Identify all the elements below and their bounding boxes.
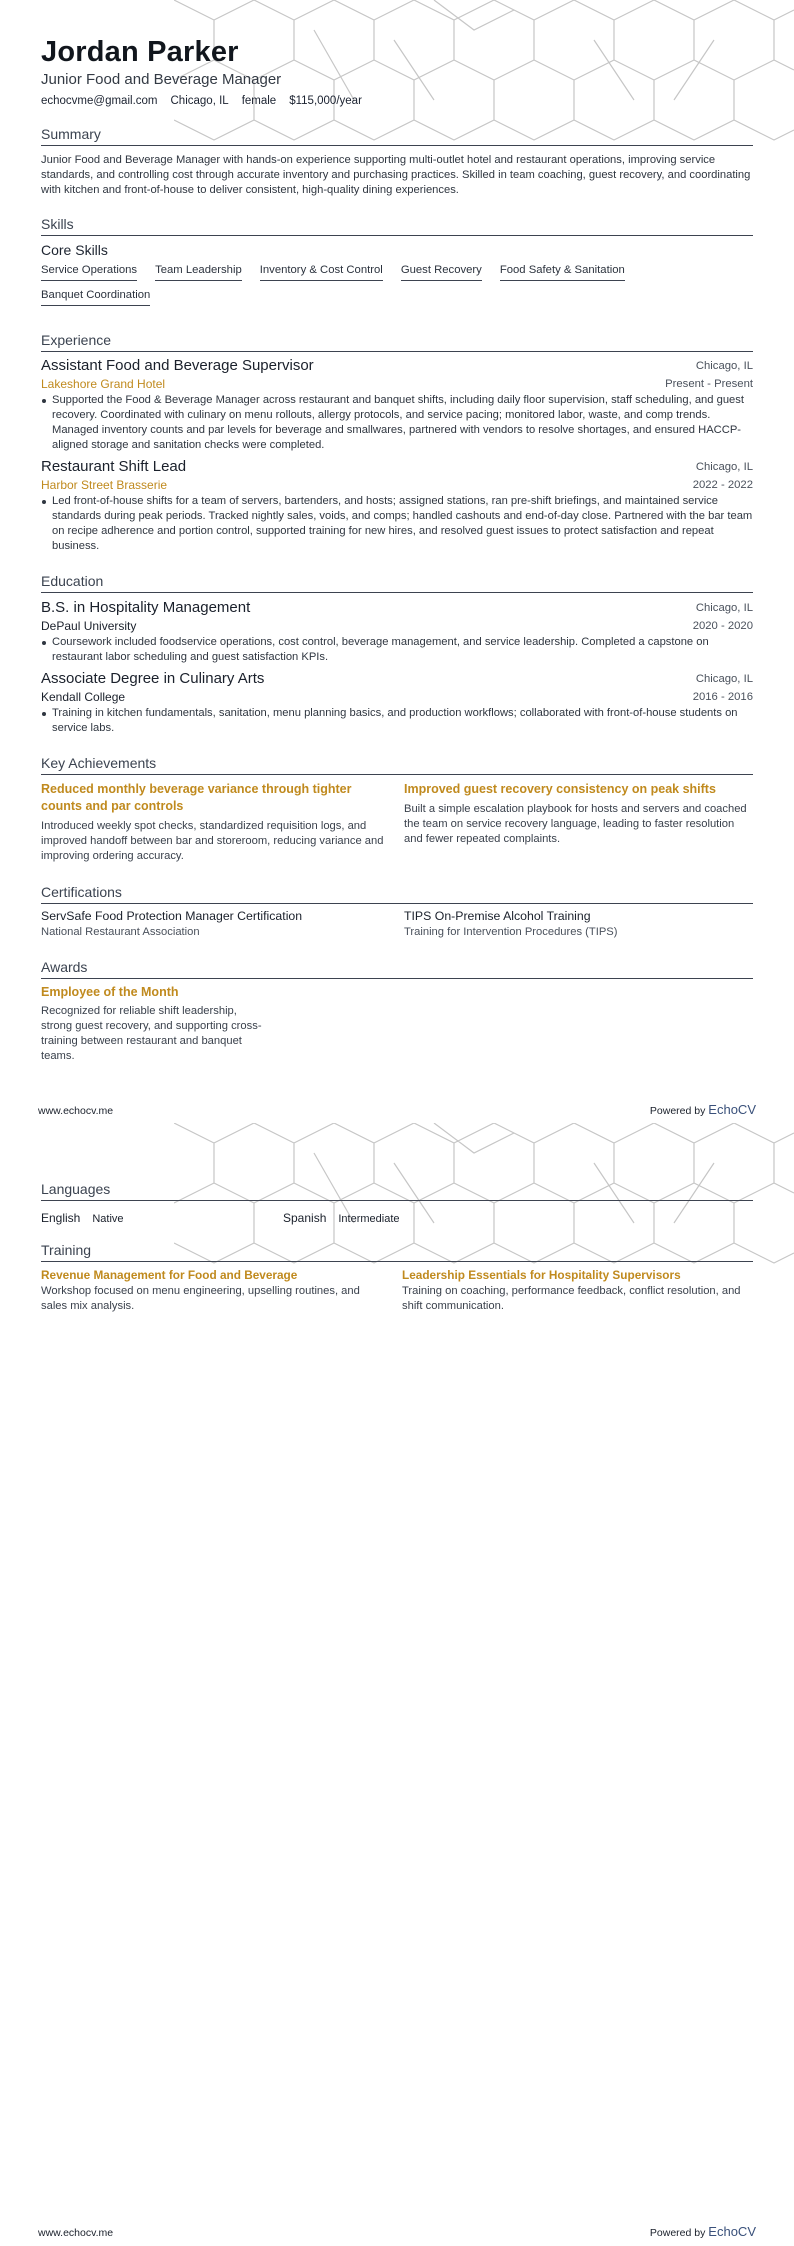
achievement-description: Introduced weekly spot checks, standardized requisition logs, and improved handoff between bar and storeroom, reducing variance and improving ordering accuracy. bbox=[41, 820, 384, 862]
award-description: Recognized for reliable shift leadership, strong guest recovery, and supporting cross-training between restaurant and banquet teams. bbox=[41, 1005, 262, 1062]
experience-bullets bbox=[41, 393, 753, 453]
contact-salary: $115,000/year bbox=[289, 95, 362, 107]
certification-name: ServSafe Food Protection Manager Certification bbox=[41, 909, 303, 923]
training-description: Training on coaching, performance feedback, conflict resolution, and shift communication. bbox=[402, 1285, 741, 1312]
certification-issuer: Training for Intervention Procedures (TIPS) bbox=[404, 926, 618, 938]
training-title: Leadership Essentials for Hospitality Supervisors bbox=[402, 1268, 681, 1282]
certification-issuer: National Restaurant Association bbox=[41, 926, 200, 938]
skill-tag: Food Safety & Sanitation bbox=[500, 264, 625, 281]
education-degree: Associate Degree in Culinary Arts bbox=[41, 670, 265, 687]
awards-heading: Awards bbox=[41, 959, 753, 979]
contact-email[interactable]: echocvme@gmail.com bbox=[41, 95, 158, 107]
experience-bullet: Supported the Food & Beverage Manager across restaurant and banquet shifts, including daily floor supervision, staff scheduling, and guest recovery. Coordinated with culinary on menu rollouts, allergy protocols, and service pacing; monitored labor, waste, and comp trends. Managed inventory counts and par levels for beverage and smallwares, partnered with vendors to resolve shortages, and ensured HACCP-aligned storage and sanitation checks were completed. bbox=[52, 393, 753, 453]
candidate-title: Junior Food and Beverage Manager bbox=[41, 71, 282, 88]
language-level: Native bbox=[92, 1213, 124, 1225]
training-heading: Training bbox=[41, 1242, 753, 1262]
education-school: DePaul University bbox=[41, 619, 137, 633]
experience-location: Chicago, IL bbox=[695, 360, 753, 372]
certification-name: TIPS On-Premise Alcohol Training bbox=[404, 909, 591, 923]
award-title: Employee of the Month bbox=[41, 985, 179, 999]
powered-by-label: Powered by bbox=[649, 1105, 706, 1117]
skill-tag: Service Operations bbox=[41, 264, 137, 281]
contact-gender: female bbox=[241, 95, 277, 107]
education-dates: 2016 - 2016 bbox=[692, 691, 753, 703]
certification-item bbox=[41, 909, 386, 938]
experience-bullets bbox=[41, 494, 753, 554]
powered-by-label: Powered by bbox=[649, 2227, 706, 2239]
experience-dates: 2022 - 2022 bbox=[692, 479, 753, 491]
experience-heading: Experience bbox=[41, 332, 753, 352]
skill-tag: Guest Recovery bbox=[401, 264, 482, 281]
training-item bbox=[402, 1268, 747, 1314]
education-school: Kendall College bbox=[41, 690, 126, 704]
skill-tag: Banquet Coordination bbox=[41, 289, 150, 306]
experience-bullet: Led front-of-house shifts for a team of servers, bartenders, and hosts; assigned stations, ran pre-shift briefings, and maintained service standards during peak periods. Tracked nightly sales, voids, and comps; handled cashouts and end-of-day close. Partnered with the bar team on recipe adherence and portion control, supported training for new hires, and resolved guest issues to protect satisfaction and repeat business. bbox=[52, 495, 753, 552]
resume-page-2 bbox=[0, 1123, 794, 2246]
certification-item bbox=[404, 909, 749, 938]
education-heading: Education bbox=[41, 573, 753, 593]
training-title: Revenue Management for Food and Beverage bbox=[41, 1268, 298, 1282]
experience-company: Lakeshore Grand Hotel bbox=[41, 377, 166, 391]
education-location: Chicago, IL bbox=[695, 602, 753, 614]
experience-title: Restaurant Shift Lead bbox=[41, 458, 187, 475]
brand-logo-text[interactable]: EchoCV bbox=[708, 1102, 756, 1117]
experience-dates: Present - Present bbox=[665, 378, 753, 390]
footer-powered-by bbox=[650, 1102, 756, 1117]
language-item bbox=[283, 1211, 400, 1225]
brand-logo-text[interactable]: EchoCV bbox=[708, 2224, 756, 2239]
achievement-title: Reduced monthly beverage variance through tighter counts and par controls bbox=[41, 782, 352, 813]
skills-list bbox=[41, 264, 681, 306]
summary-text: Junior Food and Beverage Manager with hands-on experience supporting multi-outlet hotel and restaurant operations, improving service standards, and controlling cost through accurate inventory and purchasing practices. Skilled in team coaching, guest recovery, and coordinating with kitchen and front-of-house to deliver consistent, high-quality dining experiences. bbox=[41, 154, 751, 196]
achievement-title: Improved guest recovery consistency on peak shifts bbox=[404, 782, 716, 796]
achievement-item bbox=[404, 781, 749, 847]
contact-location: Chicago, IL bbox=[170, 95, 229, 107]
skill-tag: Inventory & Cost Control bbox=[260, 264, 383, 281]
language-name: Spanish bbox=[283, 1211, 327, 1225]
achievements-heading: Key Achievements bbox=[41, 755, 753, 775]
footer-site-link[interactable]: www.echocv.me bbox=[38, 1105, 114, 1117]
achievement-description: Built a simple escalation playbook for hosts and servers and coached the team on service recovery language, leading to faster resolution and fewer repeated complaints. bbox=[404, 803, 747, 845]
candidate-name: Jordan Parker bbox=[41, 36, 239, 68]
skill-tag: Team Leadership bbox=[155, 264, 242, 281]
certifications-heading: Certifications bbox=[41, 884, 753, 904]
skills-heading: Skills bbox=[41, 216, 753, 236]
language-level: Intermediate bbox=[338, 1213, 400, 1225]
education-dates: 2020 - 2020 bbox=[692, 620, 753, 632]
language-item bbox=[41, 1211, 124, 1225]
education-location: Chicago, IL bbox=[695, 673, 753, 685]
experience-title: Assistant Food and Beverage Supervisor bbox=[41, 357, 314, 374]
language-name: English bbox=[41, 1211, 81, 1225]
experience-company: Harbor Street Brasserie bbox=[41, 478, 168, 492]
education-bullets bbox=[41, 635, 753, 665]
footer-site-link[interactable]: www.echocv.me bbox=[38, 2227, 114, 2239]
experience-location: Chicago, IL bbox=[695, 461, 753, 473]
education-bullet: Coursework included foodservice operations, cost control, beverage management, and service leadership. Completed a capstone on restaurant labor scheduling and guest satisfaction KPIs. bbox=[52, 635, 753, 665]
contact-line bbox=[41, 95, 362, 107]
core-skills-label: Core Skills bbox=[41, 242, 108, 258]
education-bullet: Training in kitchen fundamentals, sanitation, menu planning basics, and production workflows; collaborated with front-of-house students on service labs. bbox=[52, 706, 753, 736]
education-degree: B.S. in Hospitality Management bbox=[41, 599, 251, 616]
training-item bbox=[41, 1268, 386, 1314]
footer-powered-by bbox=[650, 2224, 756, 2239]
education-bullets bbox=[41, 706, 753, 736]
award-item bbox=[41, 985, 386, 1064]
languages-heading: Languages bbox=[41, 1181, 753, 1201]
training-description: Workshop focused on menu engineering, upselling routines, and sales mix analysis. bbox=[41, 1285, 360, 1312]
achievement-item bbox=[41, 781, 386, 864]
summary-heading: Summary bbox=[41, 126, 753, 146]
